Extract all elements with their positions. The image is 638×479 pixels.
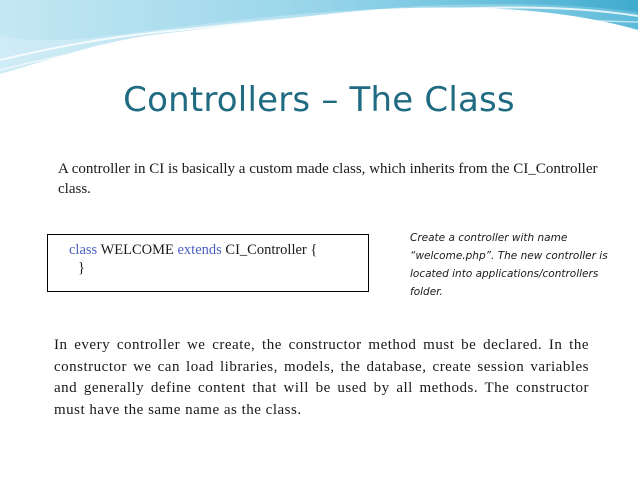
code-parent-class: CI_Controller { <box>225 242 318 258</box>
slide-title: Controllers – The Class <box>123 80 515 120</box>
code-line-2: } <box>78 260 85 276</box>
header-wave-decoration <box>0 0 638 80</box>
side-note: Create a controller with name “welcome.php”. The new controller is located into applications/controllers folder. <box>410 232 608 298</box>
code-snippet-box <box>47 234 369 292</box>
intro-text: A controller in CI is basically a custom made class, which inherits from the CI_Controller class. <box>58 161 598 197</box>
code-class-name: WELCOME <box>100 242 174 258</box>
body-paragraph: In every controller we create, the constructor method must be declared. In the constructor we can load libraries, models, the database, create session variables and generally define content that will be used by all methods. The constructor must have the same name as the class. <box>54 337 589 418</box>
code-keyword-extends: extends <box>177 242 222 258</box>
code-line-1 <box>69 241 368 259</box>
code-keyword-class: class <box>69 242 98 258</box>
